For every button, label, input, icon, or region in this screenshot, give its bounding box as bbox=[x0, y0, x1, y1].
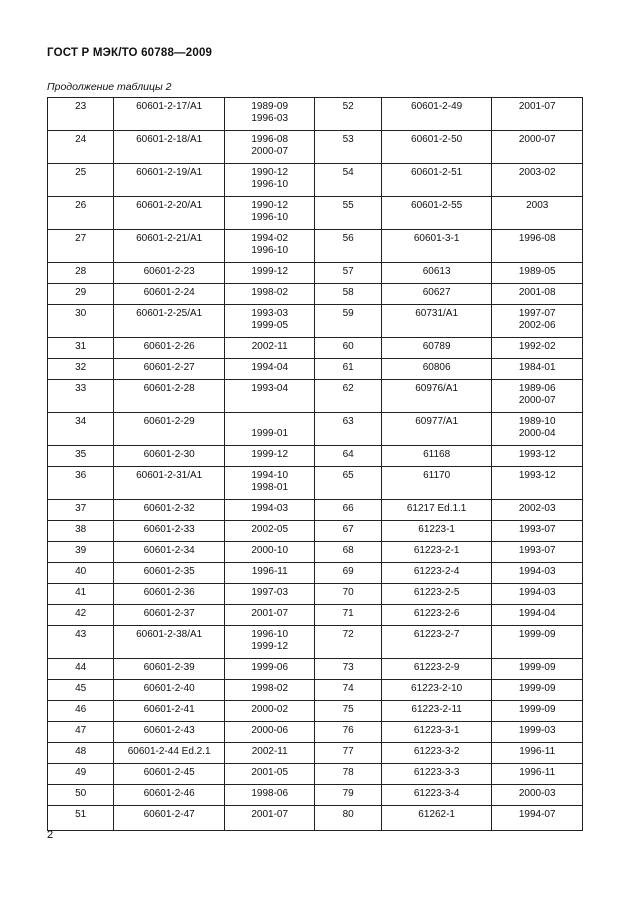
publication-date: 2000-07 bbox=[518, 395, 556, 406]
publication-date: 1996-08 bbox=[251, 134, 289, 145]
publication-dates bbox=[224, 563, 315, 584]
row-number: 79 bbox=[315, 785, 381, 806]
publication-dates bbox=[492, 413, 583, 446]
publication-date: 1996-10 bbox=[251, 212, 289, 223]
row-number: 37 bbox=[48, 500, 114, 521]
publication-date: 2001-07 bbox=[251, 809, 289, 820]
publication-dates bbox=[224, 380, 315, 413]
table-row bbox=[48, 305, 583, 338]
publication-date: 2000-07 bbox=[251, 146, 289, 157]
standard-designation: 61223-3-2 bbox=[381, 743, 492, 764]
publication-date: 1984-01 bbox=[518, 362, 556, 373]
table-row bbox=[48, 785, 583, 806]
standard-designation: 60601-2-49 bbox=[381, 98, 492, 131]
standard-designation: 61168 bbox=[381, 446, 492, 467]
row-number: 35 bbox=[48, 446, 114, 467]
publication-dates bbox=[492, 521, 583, 542]
standard-designation: 61170 bbox=[381, 467, 492, 500]
publication-dates bbox=[224, 305, 315, 338]
row-number: 45 bbox=[48, 680, 114, 701]
publication-date: 1994-04 bbox=[251, 362, 289, 373]
standard-designation: 60601-2-18/A1 bbox=[114, 131, 225, 164]
publication-date: 2002-03 bbox=[518, 503, 556, 514]
table-row bbox=[48, 605, 583, 626]
standard-designation: 60601-2-28 bbox=[114, 380, 225, 413]
publication-date: 1993-07 bbox=[518, 524, 556, 535]
publication-dates bbox=[224, 446, 315, 467]
publication-date: 1996-03 bbox=[251, 113, 289, 124]
table-row bbox=[48, 446, 583, 467]
row-number: 76 bbox=[315, 722, 381, 743]
publication-date: 1993-12 bbox=[518, 470, 556, 481]
row-number: 23 bbox=[48, 98, 114, 131]
publication-dates bbox=[224, 164, 315, 197]
standard-designation: 60601-2-38/A1 bbox=[114, 626, 225, 659]
publication-dates bbox=[224, 785, 315, 806]
publication-date: 1993-07 bbox=[518, 545, 556, 556]
publication-date: 1989-06 bbox=[518, 383, 556, 394]
standard-designation: 60601-2-37 bbox=[114, 605, 225, 626]
row-number: 58 bbox=[315, 284, 381, 305]
row-number: 59 bbox=[315, 305, 381, 338]
row-number: 48 bbox=[48, 743, 114, 764]
publication-dates bbox=[224, 626, 315, 659]
row-number: 25 bbox=[48, 164, 114, 197]
row-number: 72 bbox=[315, 626, 381, 659]
standard-designation: 60789 bbox=[381, 338, 492, 359]
publication-date: 2000-07 bbox=[518, 134, 556, 145]
publication-date: 2003 bbox=[526, 200, 549, 211]
row-number: 29 bbox=[48, 284, 114, 305]
publication-date: 2000-03 bbox=[518, 788, 556, 799]
publication-date: 1999-12 bbox=[251, 449, 289, 460]
publication-dates bbox=[492, 764, 583, 785]
publication-date: 1996-08 bbox=[518, 233, 556, 244]
standard-designation: 61223-2-11 bbox=[381, 701, 492, 722]
table-row bbox=[48, 806, 583, 831]
publication-dates bbox=[224, 197, 315, 230]
standard-designation: 60601-2-44 Ed.2.1 bbox=[114, 743, 225, 764]
standard-designation: 60601-2-43 bbox=[114, 722, 225, 743]
row-number: 60 bbox=[315, 338, 381, 359]
row-number: 49 bbox=[48, 764, 114, 785]
publication-dates bbox=[224, 806, 315, 831]
publication-date: 1996-10 bbox=[251, 245, 289, 256]
standard-designation: 60601-2-39 bbox=[114, 659, 225, 680]
publication-dates bbox=[224, 413, 315, 446]
standard-designation: 60601-2-33 bbox=[114, 521, 225, 542]
standard-designation: 60601-2-24 bbox=[114, 284, 225, 305]
table-row bbox=[48, 131, 583, 164]
row-number: 63 bbox=[315, 413, 381, 446]
publication-dates bbox=[492, 659, 583, 680]
publication-date: 1989-05 bbox=[518, 266, 556, 277]
row-number: 54 bbox=[315, 164, 381, 197]
publication-date: 1994-10 bbox=[251, 470, 289, 481]
row-number: 24 bbox=[48, 131, 114, 164]
publication-date: 1998-02 bbox=[251, 683, 289, 694]
publication-date: 1993-04 bbox=[251, 383, 289, 394]
row-number: 41 bbox=[48, 584, 114, 605]
publication-dates bbox=[492, 338, 583, 359]
publication-dates bbox=[492, 359, 583, 380]
publication-dates bbox=[224, 764, 315, 785]
publication-date: 2002-11 bbox=[251, 341, 288, 352]
publication-date: 1993-03 bbox=[251, 308, 289, 319]
table-row bbox=[48, 563, 583, 584]
table-row bbox=[48, 284, 583, 305]
standard-designation: 60601-2-34 bbox=[114, 542, 225, 563]
standard-designation: 61223-2-4 bbox=[381, 563, 492, 584]
table-row bbox=[48, 98, 583, 131]
publication-date: 2001-07 bbox=[518, 101, 556, 112]
standard-designation: 61223-3-4 bbox=[381, 785, 492, 806]
publication-date: 2001-05 bbox=[251, 767, 289, 778]
table-row bbox=[48, 542, 583, 563]
publication-dates bbox=[224, 584, 315, 605]
row-number: 68 bbox=[315, 542, 381, 563]
table-row bbox=[48, 626, 583, 659]
row-number: 65 bbox=[315, 467, 381, 500]
publication-dates bbox=[224, 743, 315, 764]
row-number: 62 bbox=[315, 380, 381, 413]
publication-dates bbox=[224, 131, 315, 164]
table-row bbox=[48, 743, 583, 764]
row-number: 73 bbox=[315, 659, 381, 680]
standard-designation: 60601-2-35 bbox=[114, 563, 225, 584]
publication-dates bbox=[224, 284, 315, 305]
publication-date: 2000-04 bbox=[518, 428, 556, 439]
publication-date: 1998-06 bbox=[251, 788, 289, 799]
row-number: 64 bbox=[315, 446, 381, 467]
standard-designation: 60601-2-45 bbox=[114, 764, 225, 785]
standard-designation: 60601-2-19/A1 bbox=[114, 164, 225, 197]
publication-dates bbox=[492, 701, 583, 722]
standard-designation: 61223-1 bbox=[381, 521, 492, 542]
table-row bbox=[48, 584, 583, 605]
publication-dates bbox=[224, 542, 315, 563]
publication-dates bbox=[492, 626, 583, 659]
publication-date: 2000-02 bbox=[251, 704, 289, 715]
row-number: 50 bbox=[48, 785, 114, 806]
publication-dates bbox=[492, 785, 583, 806]
publication-date: 2002-05 bbox=[251, 524, 289, 535]
publication-dates bbox=[224, 701, 315, 722]
standard-designation: 60613 bbox=[381, 263, 492, 284]
standard-designation: 60601-2-55 bbox=[381, 197, 492, 230]
standard-designation: 60627 bbox=[381, 284, 492, 305]
table-row bbox=[48, 338, 583, 359]
publication-dates bbox=[492, 563, 583, 584]
publication-dates bbox=[492, 500, 583, 521]
publication-date: 1989-09 bbox=[251, 101, 289, 112]
table-row bbox=[48, 701, 583, 722]
row-number: 47 bbox=[48, 722, 114, 743]
standard-designation: 61223-2-6 bbox=[381, 605, 492, 626]
publication-dates bbox=[224, 521, 315, 542]
table-row bbox=[48, 722, 583, 743]
publication-dates bbox=[492, 284, 583, 305]
publication-date: 2001-08 bbox=[518, 287, 556, 298]
publication-date: 1994-02 bbox=[251, 233, 289, 244]
publication-dates bbox=[492, 605, 583, 626]
publication-dates bbox=[492, 98, 583, 131]
row-number: 57 bbox=[315, 263, 381, 284]
publication-dates bbox=[492, 263, 583, 284]
publication-date: 1999-12 bbox=[251, 266, 289, 277]
publication-date: 1994-03 bbox=[251, 503, 289, 514]
standard-designation: 60601-2-32 bbox=[114, 500, 225, 521]
publication-date: 1999-01 bbox=[251, 428, 289, 439]
publication-date: 1994-03 bbox=[518, 566, 556, 577]
standard-designation: 60601-2-21/A1 bbox=[114, 230, 225, 263]
publication-date: 2000-06 bbox=[251, 725, 289, 736]
standard-designation: 60601-2-47 bbox=[114, 806, 225, 831]
publication-dates bbox=[492, 680, 583, 701]
row-number: 44 bbox=[48, 659, 114, 680]
publication-dates bbox=[224, 722, 315, 743]
publication-dates bbox=[492, 131, 583, 164]
publication-dates bbox=[224, 467, 315, 500]
publication-dates bbox=[492, 164, 583, 197]
publication-date: 1993-12 bbox=[518, 449, 556, 460]
row-number: 56 bbox=[315, 230, 381, 263]
row-number: 30 bbox=[48, 305, 114, 338]
row-number: 27 bbox=[48, 230, 114, 263]
row-number: 51 bbox=[48, 806, 114, 831]
publication-dates bbox=[492, 806, 583, 831]
row-number: 70 bbox=[315, 584, 381, 605]
standard-designation: 60601-2-31/A1 bbox=[114, 467, 225, 500]
publication-date: 2002-06 bbox=[518, 320, 556, 331]
publication-dates bbox=[224, 680, 315, 701]
row-number: 77 bbox=[315, 743, 381, 764]
standard-designation: 61223-2-1 bbox=[381, 542, 492, 563]
publication-date: 1999-03 bbox=[518, 725, 556, 736]
table-row bbox=[48, 659, 583, 680]
standard-designation: 60601-2-25/A1 bbox=[114, 305, 225, 338]
row-number: 43 bbox=[48, 626, 114, 659]
row-number: 42 bbox=[48, 605, 114, 626]
publication-date: 1989-10 bbox=[518, 416, 556, 427]
publication-date: 1999-09 bbox=[518, 629, 556, 640]
publication-date: 2002-11 bbox=[251, 746, 288, 757]
publication-date: 1997-07 bbox=[518, 308, 556, 319]
publication-dates bbox=[492, 722, 583, 743]
standard-designation: 60731/A1 bbox=[381, 305, 492, 338]
publication-date: 1998-01 bbox=[251, 482, 289, 493]
standard-designation: 61223-3-1 bbox=[381, 722, 492, 743]
publication-dates bbox=[492, 197, 583, 230]
publication-date: 1999-06 bbox=[251, 662, 289, 673]
standard-designation: 60601-2-27 bbox=[114, 359, 225, 380]
row-number: 69 bbox=[315, 563, 381, 584]
row-number: 61 bbox=[315, 359, 381, 380]
publication-dates bbox=[492, 542, 583, 563]
standard-designation: 60976/A1 bbox=[381, 380, 492, 413]
publication-dates bbox=[224, 659, 315, 680]
publication-dates bbox=[492, 305, 583, 338]
publication-date bbox=[227, 416, 313, 428]
publication-dates bbox=[492, 467, 583, 500]
table-row bbox=[48, 380, 583, 413]
standards-table-body bbox=[48, 98, 583, 831]
table-row bbox=[48, 230, 583, 263]
row-number: 71 bbox=[315, 605, 381, 626]
publication-date: 1999-09 bbox=[518, 683, 556, 694]
row-number: 52 bbox=[315, 98, 381, 131]
row-number: 31 bbox=[48, 338, 114, 359]
row-number: 80 bbox=[315, 806, 381, 831]
publication-date: 1994-04 bbox=[518, 608, 556, 619]
table-row bbox=[48, 164, 583, 197]
standard-designation: 60806 bbox=[381, 359, 492, 380]
publication-date: 1994-07 bbox=[518, 809, 556, 820]
standard-designation: 61217 Ed.1.1 bbox=[381, 500, 492, 521]
publication-date: 1997-03 bbox=[251, 587, 289, 598]
standard-designation: 60601-2-29 bbox=[114, 413, 225, 446]
standard-designation: 60601-2-23 bbox=[114, 263, 225, 284]
row-number: 67 bbox=[315, 521, 381, 542]
publication-date: 1998-02 bbox=[251, 287, 289, 298]
row-number: 34 bbox=[48, 413, 114, 446]
standard-designation: 60601-2-26 bbox=[114, 338, 225, 359]
row-number: 53 bbox=[315, 131, 381, 164]
table-row bbox=[48, 467, 583, 500]
row-number: 74 bbox=[315, 680, 381, 701]
publication-dates bbox=[492, 743, 583, 764]
publication-date: 1996-11 bbox=[519, 746, 556, 757]
row-number: 75 bbox=[315, 701, 381, 722]
page-number: 2 bbox=[47, 829, 54, 841]
standard-designation: 61223-3-3 bbox=[381, 764, 492, 785]
row-number: 40 bbox=[48, 563, 114, 584]
row-number: 26 bbox=[48, 197, 114, 230]
publication-date: 1996-10 bbox=[251, 629, 289, 640]
publication-date: 1990-12 bbox=[251, 167, 289, 178]
row-number: 78 bbox=[315, 764, 381, 785]
publication-date: 2000-10 bbox=[251, 545, 289, 556]
table-row bbox=[48, 680, 583, 701]
publication-date: 1996-10 bbox=[251, 179, 289, 190]
publication-date: 1999-12 bbox=[251, 641, 289, 652]
table-caption: Продолжение таблицы 2 bbox=[47, 81, 172, 93]
publication-dates bbox=[224, 338, 315, 359]
publication-date: 1999-05 bbox=[251, 320, 289, 331]
row-number: 46 bbox=[48, 701, 114, 722]
standards-table bbox=[47, 97, 583, 831]
standard-designation: 60601-2-41 bbox=[114, 701, 225, 722]
publication-date: 2001-07 bbox=[251, 608, 289, 619]
standard-designation: 60601-2-36 bbox=[114, 584, 225, 605]
publication-dates bbox=[224, 605, 315, 626]
publication-dates bbox=[224, 263, 315, 284]
publication-dates bbox=[492, 584, 583, 605]
publication-date: 1990-12 bbox=[251, 200, 289, 211]
standard-designation: 61223-2-7 bbox=[381, 626, 492, 659]
publication-dates bbox=[224, 98, 315, 131]
publication-date: 1996-11 bbox=[519, 767, 556, 778]
table-row bbox=[48, 359, 583, 380]
standard-designation: 60601-2-51 bbox=[381, 164, 492, 197]
publication-date: 1999-09 bbox=[518, 704, 556, 715]
table-row bbox=[48, 500, 583, 521]
table-row bbox=[48, 263, 583, 284]
publication-dates bbox=[224, 359, 315, 380]
table-row bbox=[48, 521, 583, 542]
publication-date: 1996-11 bbox=[251, 566, 288, 577]
row-number: 33 bbox=[48, 380, 114, 413]
table-row bbox=[48, 197, 583, 230]
row-number: 39 bbox=[48, 542, 114, 563]
standard-designation: 60601-2-20/A1 bbox=[114, 197, 225, 230]
publication-dates bbox=[224, 230, 315, 263]
standard-designation: 61223-2-5 bbox=[381, 584, 492, 605]
row-number: 66 bbox=[315, 500, 381, 521]
standard-designation: 61223-2-9 bbox=[381, 659, 492, 680]
publication-date: 1992-02 bbox=[518, 341, 556, 352]
row-number: 28 bbox=[48, 263, 114, 284]
publication-date: 1994-03 bbox=[518, 587, 556, 598]
standard-designation: 60601-2-17/A1 bbox=[114, 98, 225, 131]
standard-designation: 60601-2-40 bbox=[114, 680, 225, 701]
standard-designation: 60977/A1 bbox=[381, 413, 492, 446]
publication-date: 2003-02 bbox=[518, 167, 556, 178]
row-number: 38 bbox=[48, 521, 114, 542]
row-number: 55 bbox=[315, 197, 381, 230]
standard-designation: 60601-2-46 bbox=[114, 785, 225, 806]
publication-dates bbox=[492, 446, 583, 467]
standard-designation: 61223-2-10 bbox=[381, 680, 492, 701]
table-row bbox=[48, 764, 583, 785]
standard-designation: 61262-1 bbox=[381, 806, 492, 831]
row-number: 32 bbox=[48, 359, 114, 380]
publication-dates bbox=[492, 380, 583, 413]
standard-designation: 60601-3-1 bbox=[381, 230, 492, 263]
standard-designation: 60601-2-50 bbox=[381, 131, 492, 164]
publication-dates bbox=[224, 500, 315, 521]
document-header: ГОСТ Р МЭК/ТО 60788—2009 bbox=[47, 47, 213, 59]
publication-dates bbox=[492, 230, 583, 263]
standard-designation: 60601-2-30 bbox=[114, 446, 225, 467]
row-number: 36 bbox=[48, 467, 114, 500]
publication-date: 1999-09 bbox=[518, 662, 556, 673]
table-row bbox=[48, 413, 583, 446]
